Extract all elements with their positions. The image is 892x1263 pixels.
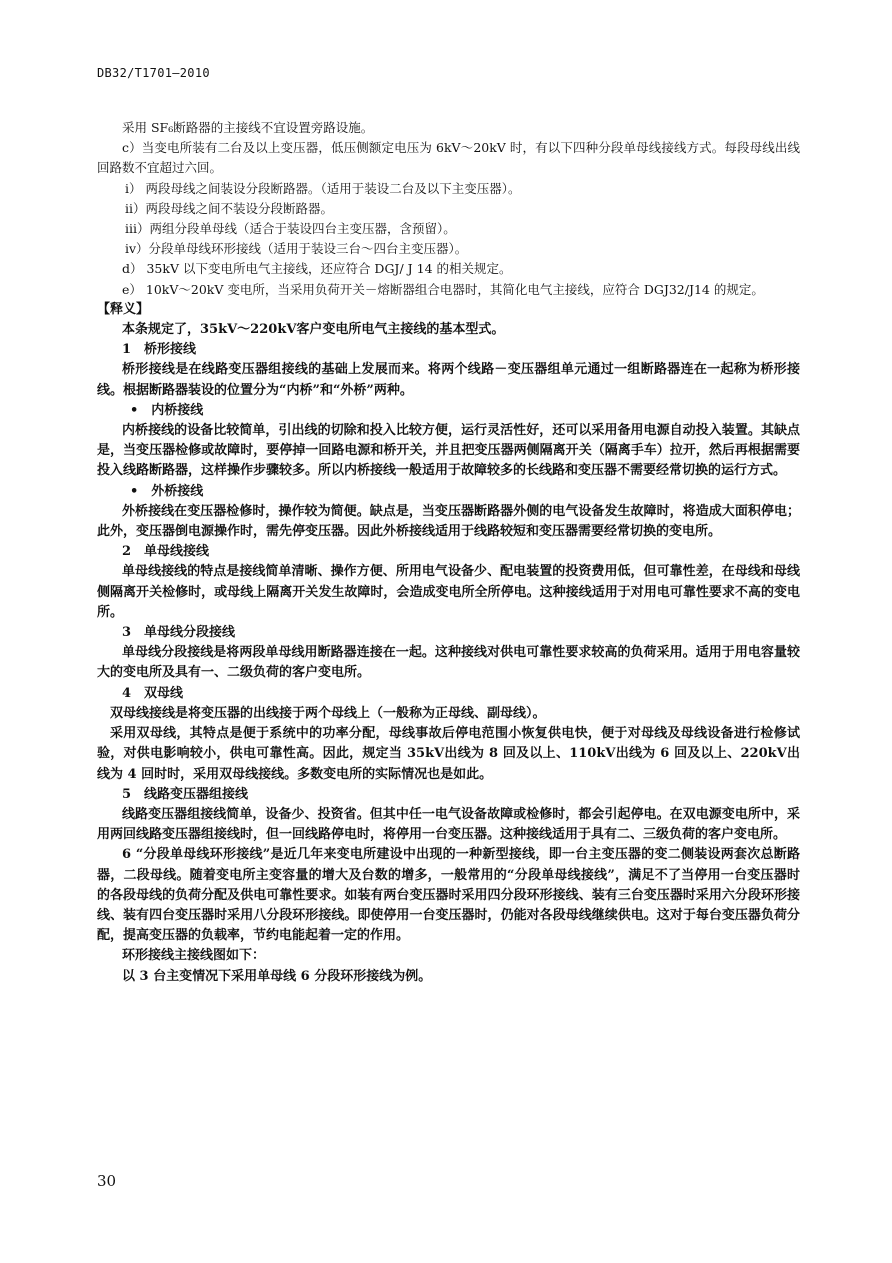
subheading: 1 桥形接线 xyxy=(122,342,197,358)
paragraph: iii）两组分段单母线（适合于装设四台主变压器，含预留）。 xyxy=(125,221,456,237)
paragraph: e） 10kV～20kV 变电所，当采用负荷开关－熔断器组合电器时，其简化电气主接线，应符合 DGJ32/J14 的规定。 xyxy=(122,281,764,297)
paragraph: 以 3 台主变情况下采用单母线 6 分段环形接线为例。 xyxy=(122,968,432,984)
paragraph: 6 “分段单母线环形接线”是近几年来变电所建设中出现的一种新型接线，即一台主变压器的变二侧装设两套次总断路器，二段母线。随着变电所主变容量的增大及台数的增多，一般常用的“分段单母线接线”，满足不了当停用一台变压器时的各段母线的负荷分配及供电可靠性要求。如装有两台变压器时采用四分段环形接线、装有三台变压器时采用六分段环形接线、装有四台变压器时采用八分段环形接线。即使停用一台变压器时，仍能对各段母线继续供电。这对于每台变压器负荷分配，提高变压器的负载率，节约电能起着一定的作用。 xyxy=(97,847,800,944)
paragraph: 内桥接线的设备比较简单，引出线的切除和投入比较方便，运行灵活性好，还可以采用备用电源自动投入装置。其缺点是，当变压器检修或故障时，要停掉一回路电源和桥开关，并且把变压器两侧隔离开关（隔离手车）拉开，然后再根据需要投入线路断路器，这样操作步骤较多。所以内桥接线一般适用于故障较多的长线路和变压器不需要经常切换的运行方式。 xyxy=(97,423,800,479)
page-body xyxy=(97,118,800,987)
paragraph: 单母线分段接线是将两段单母线用断路器连接在一起。这种接线对供电可靠性要求较高的负荷采用。适用于用电容量较大的变电所及具有一、二级负荷的客户变电所。 xyxy=(97,645,800,681)
bullet-heading: • 外桥接线 xyxy=(130,483,204,499)
paragraph: 桥形接线是在线路变压器组接线的基础上发展而来。将两个线路－变压器组单元通过一组断路器连在一起称为桥形接线。根据断路器装设的位置分为“内桥”和“外桥”两种。 xyxy=(97,362,800,398)
bullet-heading: • 内桥接线 xyxy=(130,402,204,418)
paragraph: 采用双母线，其特点是便于系统中的功率分配，母线事故后停电范围小恢复供电快，便于对母线及母线设备进行检修试验，对供电影响较小，供电可靠性高。因此，规定当 35kV出线为 8 回及以上、110kV出线为 6 回及以上、220kV出线为 4 回时时，采用双母线接线。多数变电所的实际情况也是如此。 xyxy=(97,726,800,782)
paragraph: d） 35kV 以下变电所电气主接线，还应符合 DGJ/ J 14 的相关规定。 xyxy=(122,261,512,277)
document-code-header: DB32/T1701—2010 xyxy=(97,66,210,80)
paragraph: 采用 SF₆断路器的主接线不宜设置旁路设施。 xyxy=(122,120,374,135)
paragraph: 线路变压器组接线简单，设备少、投资省。但其中任一电气设备故障或检修时，都会引起停电。在双电源变电所中，采用两回线路变压器组接线时，但一回线路停电时，将停用一台变压器。这种接线适用于具有二、三级负荷的客户变电所。 xyxy=(97,806,800,843)
paragraph: iv）分段单母线环形接线（适用于装设三台～四台主变压器）。 xyxy=(125,241,468,257)
page-number: 30 xyxy=(97,1172,117,1190)
section-heading-interpretation: 【释义】 xyxy=(97,301,150,317)
paragraph: 单母线接线的特点是接线简单清晰、操作方便、所用电气设备少、配电装置的投资费用低，但可靠性差，在母线和母线侧隔离开关检修时，或母线上隔离开关发生故障时，会造成变电所全所停电。这种接线适用于对用电可靠性要求不高的变电所。 xyxy=(97,564,800,620)
paragraph: 外桥接线在变压器检修时，操作较为简便。缺点是，当变压器断路器外侧的电气设备发生故障时，将造成大面积停电；此外，变压器倒电源操作时，需先停变压器。因此外桥接线适用于线路较短和变压器需要经常切换的变电所。 xyxy=(97,503,800,540)
subheading: 5 线路变压器组接线 xyxy=(122,786,249,802)
paragraph: 本条规定了，35kV～220kV客户变电所电气主接线的基本型式。 xyxy=(122,322,505,338)
subheading: 2 单母线接线 xyxy=(122,544,210,560)
paragraph: 环形接线主接线图如下： xyxy=(122,948,266,964)
paragraph: 双母线接线是将变压器的出线接于两个母线上（一般称为正母线、副母线）。 xyxy=(110,705,546,721)
paragraph: c）当变电所装有二台及以上变压器，低压侧额定电压为 6kV～20kV 时，有以下四种分段单母线接线方式。每段母线出线回路数不宜超过六回。 xyxy=(97,140,800,176)
subheading: 3 单母线分段接线 xyxy=(122,625,236,641)
subheading: 4 双母线 xyxy=(122,685,184,701)
paragraph: i） 两段母线之间装设分段断路器。（适用于装设二台及以下主变压器）。 xyxy=(125,180,521,196)
paragraph: ii）两段母线之间不装设分段断路器。 xyxy=(125,200,333,216)
